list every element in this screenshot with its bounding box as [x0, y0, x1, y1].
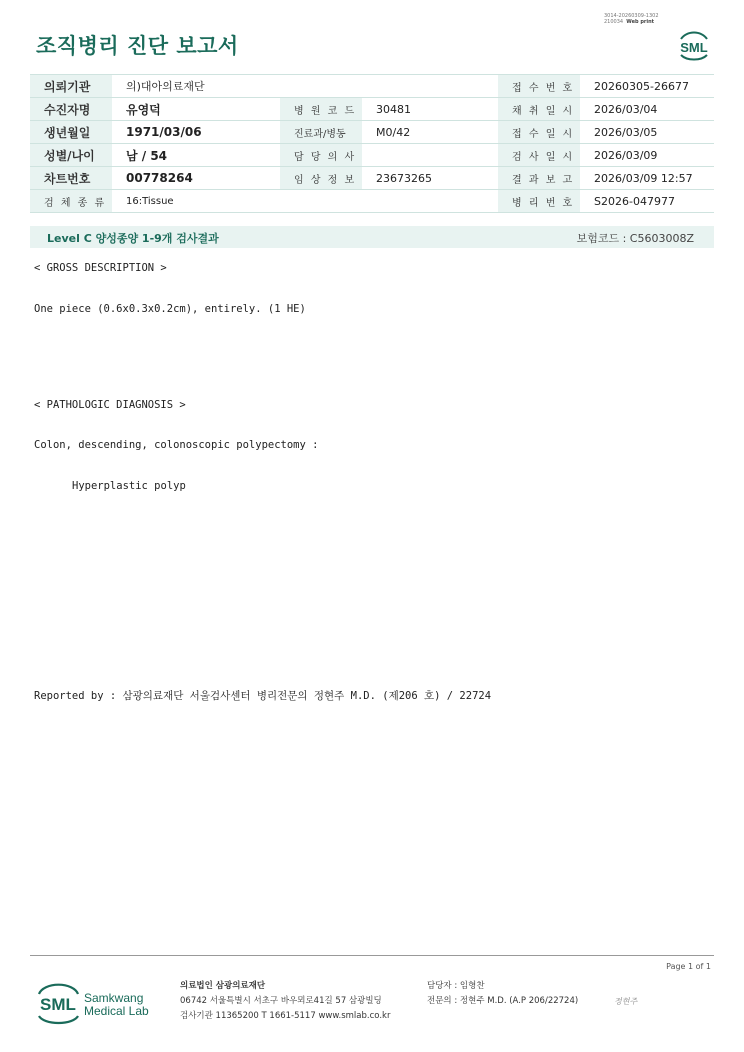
reported-by: Reported by : 삼광의료재단 서울검사센터 병리전문의 정현주 M.D. (제206 호) / 22724: [34, 690, 492, 702]
print-id-line-2: 210034: [604, 19, 624, 25]
label-birthdate: 생년월일: [30, 121, 112, 144]
value-pathology-no: S2026-047977: [580, 190, 714, 213]
value-patient-name: 유영덕: [112, 98, 280, 121]
value-result-report: 2026/03/09 12:57: [580, 167, 714, 190]
value-test-date: 2026/03/09: [580, 144, 714, 167]
diagnosis-site: Colon, descending, colonoscopic polypectomy :: [34, 439, 319, 451]
label-chart-no: 차트번호: [30, 167, 112, 190]
footer-logo-sml: SML: [40, 995, 76, 1014]
label-specimen-type: 검 체 종 류: [30, 190, 112, 213]
info-row: [30, 144, 714, 167]
label-receipt-no: 접 수 번 호: [498, 75, 580, 98]
print-id: [604, 13, 659, 25]
label-hospital-code: 병 원 코 드: [280, 98, 362, 121]
diagnosis-heading: < PATHOLOGIC DIAGNOSIS >: [34, 399, 186, 411]
gross-heading: < GROSS DESCRIPTION >: [34, 262, 167, 274]
info-row: [30, 190, 714, 213]
label-department: 진료과/병동: [280, 121, 362, 144]
samkwang-logo-icon: [36, 980, 156, 1028]
value-receipt-date: 2026/03/05: [580, 121, 714, 144]
footer-divider: [30, 955, 714, 956]
info-row: [30, 98, 714, 121]
label-pathology-no: 병 리 번 호: [498, 190, 580, 213]
label-patient-name: 수진자명: [30, 98, 112, 121]
value-collection-date: 2026/03/04: [580, 98, 714, 121]
info-row: [30, 75, 714, 98]
print-id-line-1: 3014-20260309-1302: [604, 13, 659, 19]
footer-org-block: [180, 979, 390, 1024]
info-row: [30, 167, 714, 190]
value-department: M0/42: [362, 121, 498, 144]
page-number: Page 1 of 1: [666, 962, 711, 971]
footer-specialist: 전문의 : 정현주 M.D. (A.P 206/22724): [427, 996, 579, 1006]
label-result-report: 결 과 보 고: [498, 167, 580, 190]
value-chart-no: 00778264: [112, 167, 280, 190]
level-bar: [30, 226, 714, 248]
value-sex-age: 남 / 54: [112, 144, 280, 167]
label-physician: 담 당 의 사: [280, 144, 362, 167]
footer-logo-name-2: Medical Lab: [84, 1004, 149, 1018]
label-requester: 의뢰기관: [30, 75, 112, 98]
label-test-date: 검 사 일 시: [498, 144, 580, 167]
patient-info-table: [30, 74, 714, 213]
label-collection-date: 채 취 일 시: [498, 98, 580, 121]
value-requester: 의)대아의료재단: [112, 75, 498, 98]
label-sex-age: 성별/나이: [30, 144, 112, 167]
signature: 정현주: [614, 997, 638, 1006]
footer-address: 06742 서울특별시 서초구 바우뫼로41길 57 삼광빌딩: [180, 996, 382, 1006]
sml-logo-icon: [675, 27, 713, 63]
info-row: [30, 121, 714, 144]
insurance-code: 보험코드 : C5603008Z: [576, 232, 694, 245]
gross-text: One piece (0.6x0.3x0.2cm), entirely. (1 HE): [34, 303, 306, 315]
label-clinical-info: 임 상 정 보: [280, 167, 362, 190]
footer-org-name: 의료법인 삼광의료재단: [180, 981, 266, 991]
report-title: 조직병리 진단 보고서: [36, 34, 239, 58]
value-specimen-type: 16:Tissue: [112, 190, 498, 213]
footer-logo-name-1: Samkwang: [84, 991, 144, 1005]
value-physician: [362, 144, 498, 167]
value-birthdate: 1971/03/06: [112, 121, 280, 144]
footer-manager: 담당자 : 임형찬: [427, 981, 485, 991]
print-label: Web print: [626, 19, 655, 25]
level-title: Level C 양성종양 1-9개 검사결과: [47, 232, 219, 245]
value-receipt-no: 20260305-26677: [580, 75, 714, 98]
sml-logo-text: SML: [680, 40, 708, 55]
label-receipt-date: 접 수 일 시: [498, 121, 580, 144]
value-hospital-code: 30481: [362, 98, 498, 121]
footer-contact: 검사기관 11365200 T 1661-5117 www.smlab.co.kr: [180, 1011, 391, 1021]
footer-staff-block: [427, 979, 578, 1009]
value-clinical-info: 23673265: [362, 167, 498, 190]
diagnosis-result: Hyperplastic polyp: [72, 480, 186, 492]
